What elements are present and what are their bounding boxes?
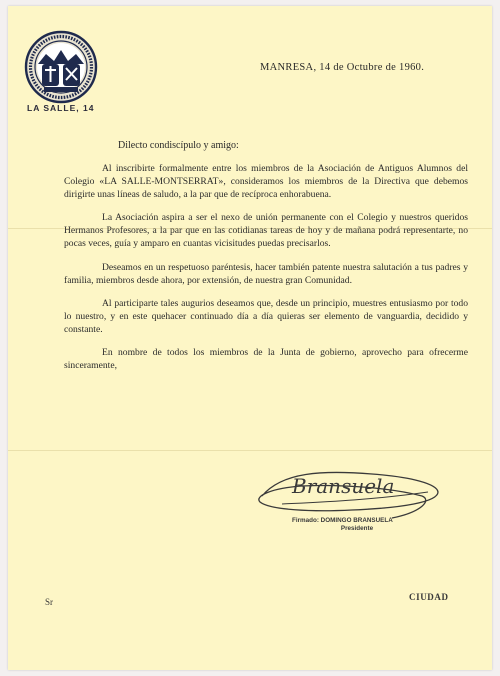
svg-text:Bransuela: Bransuela bbox=[292, 474, 395, 498]
letterhead-address: LA SALLE, 14 bbox=[27, 103, 95, 113]
greeting: Dilecto condiscípulo y amigo: bbox=[118, 140, 239, 151]
letter-body bbox=[64, 162, 468, 382]
fold-line bbox=[8, 450, 492, 451]
closing-paragraph: En nombre de todos los miembros de la Junta de gobierno, aprovecho para ofrecerme sinceramente, bbox=[64, 347, 468, 372]
school-seal-logo bbox=[24, 30, 98, 104]
signature-block bbox=[292, 517, 462, 532]
paragraph: La Asociación aspira a ser el nexo de unión permanente con el Colegio y nuestros queridos Hermanos Profesores, a la par que en las cotidianas tareas de hoy y de mañana podrá representarte, no pocas veces, guía y amparo en cuantas vicisitudes puedas precisarlos. bbox=[64, 212, 468, 250]
signer-title: Presidente bbox=[340, 525, 374, 532]
paragraph: Al inscribirte formalmente entre los miembros de la Asociación de Antiguos Alumnos del Colegio «LA SALLE-MONTSERRAT», consideramos los miembros de la Directiva que debemos dirigirte unas líneas de saludo, a la par que de recíproca enhorabuena. bbox=[64, 163, 468, 201]
city-label: CIUDAD bbox=[409, 592, 449, 602]
recipient-label: Sr bbox=[45, 597, 54, 607]
paragraph: Al participarte tales augurios deseamos que, desde un principio, muestres entusiasmo por todo lo nuestro, y en este quehacer continuado día a día quieras ser elemento de vanguardia, decidido y constante. bbox=[64, 297, 468, 335]
handwritten-signature bbox=[252, 462, 442, 522]
signed-name: Firmado: DOMINGO BRANSUELA bbox=[292, 517, 393, 524]
date-line: MANRESA, 14 de Octubre de 1960. bbox=[260, 62, 425, 73]
paragraph: Deseamos en un respetuoso paréntesis, hacer también patente nuestra salutación a tus padres y familia, miembros desde ahora, por extensión, de nuestra gran Comunidad. bbox=[64, 261, 468, 286]
